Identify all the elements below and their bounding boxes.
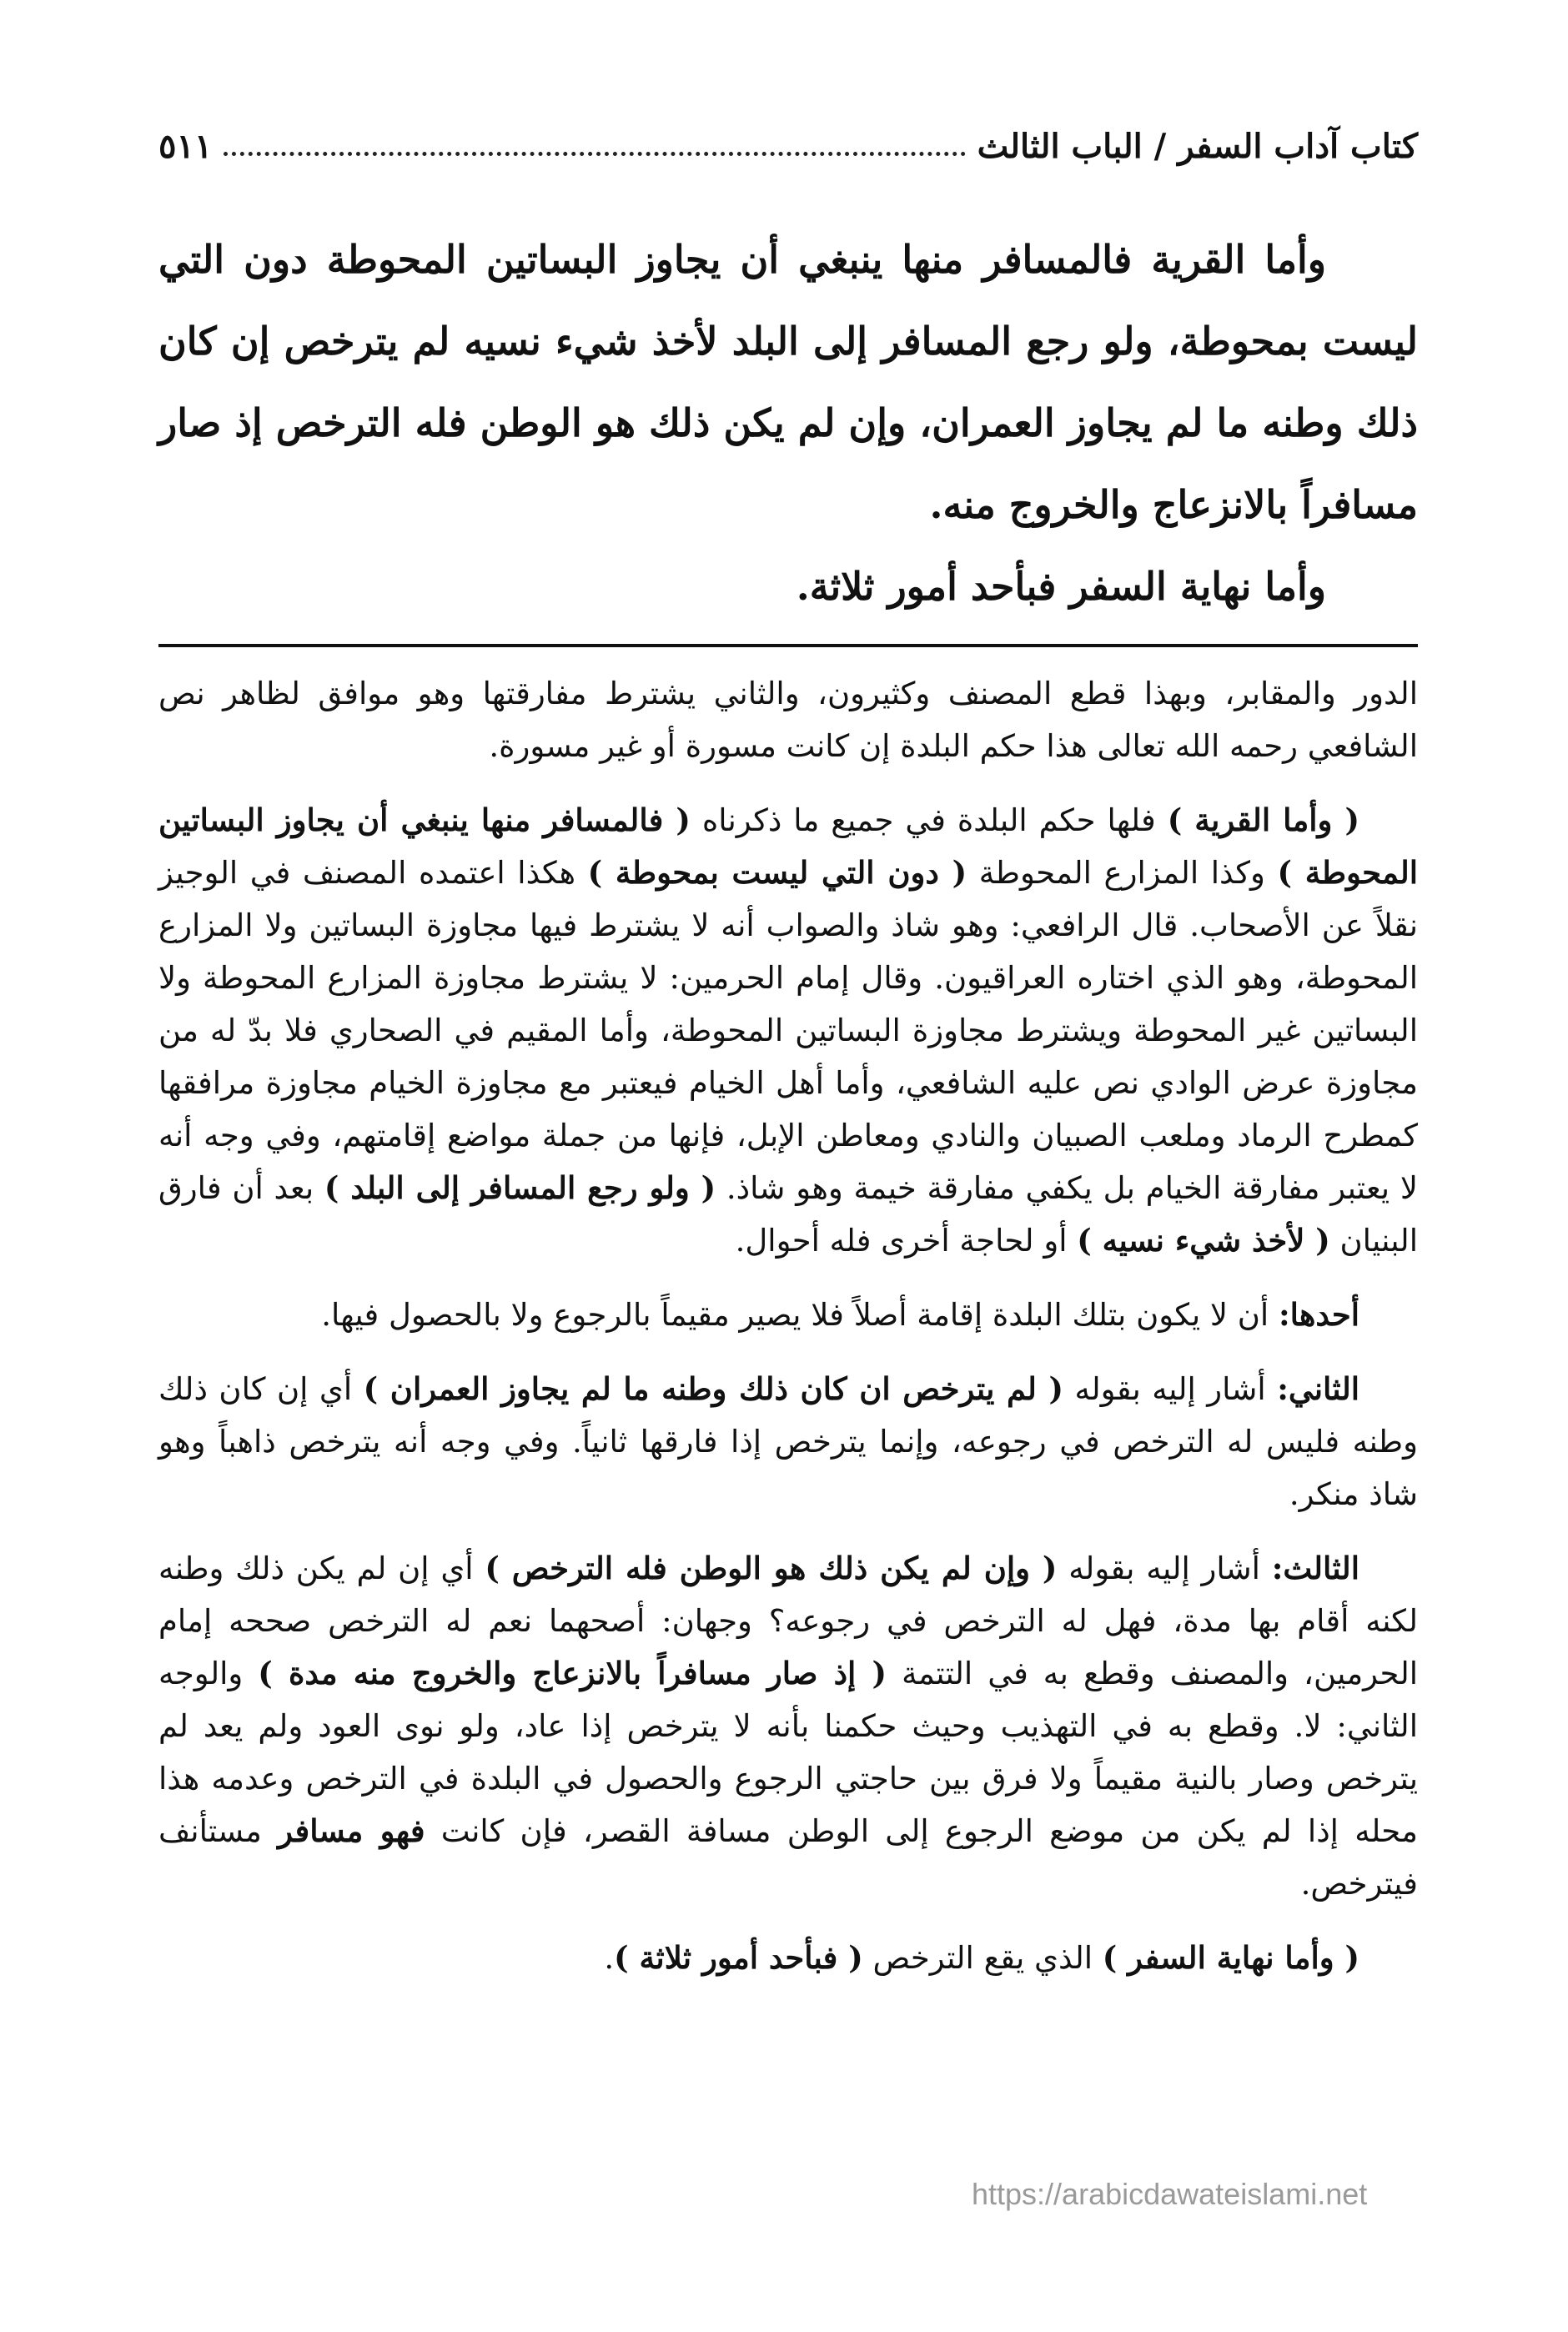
commentary-text-run: أشار إليه بقوله [1063, 1371, 1278, 1407]
commentary-text-run: أي إن كان ذلك وطنه فليس له الترخص في رجوعه، وإنما يترخص إذا فارقها ثانياً. وفي وجه أنه يترخص ذاهباً وهو شاذ منكر. [158, 1371, 1418, 1512]
quoted-matn: ( ولو رجع المسافر إلى البلد ) [324, 1169, 716, 1206]
main-paragraph-1: وأما القرية فالمسافر منها ينبغي أن يجاوز البساتين المحوطة دون التي ليست بمحوطة، ولو رجع المسافر إلى البلد لأخذ شيء نسيه لم يترخص إن كان ذلك وطنه ما لم يجاوز العمران، وإن لم يكن ذلك هو الوطن فله الترخص إذ صار مسافراً بالانزعاج والخروج منه. [158, 237, 1418, 527]
commentary-text-run: والوجه الثاني: لا. وقطع به في التهذيب وحيث حكمنا بأنه لا يترخص إذا عاد، ولو نوى العود ولم يعد لم يترخص وصار بالنية مقيماً ولا فرق بين حاجتي الرجوع والحصول في البلدة في الترخص وعدمه هذا محله إذا لم يكن من موضع الرجوع إلى الوطن مسافة القصر، فإن كانت [158, 1656, 1418, 1849]
commentary-text-run: أي إن لم يكن ذلك وطنه لكنه أقام بها مدة، فهل له الترخص في رجوعه؟ وجهان: أصحهما نعم له الترخص صححه إمام الحرمين، والمصنف وقطع به في التتمة [158, 1550, 1418, 1691]
commentary-text-run: فلها حكم البلدة في جميع ما ذكرناه [690, 802, 1168, 838]
commentary-text-run: أشار إليه بقوله [1057, 1550, 1272, 1586]
commentary-text-run: بعد أن فارق البنيان [158, 1170, 1418, 1259]
header-dot-leader [224, 152, 965, 156]
commentary-paragraph-4 [158, 1363, 1418, 1520]
commentary-paragraph-5 [158, 1542, 1418, 1910]
quoted-matn: ( دون التي ليست بمحوطة ) [587, 854, 967, 891]
main-text [158, 219, 1418, 627]
page-number: ٥١١ [158, 126, 213, 166]
commentary-paragraph-3 [158, 1289, 1418, 1341]
header-title: كتاب آداب السفر / الباب الثالث [977, 126, 1418, 166]
quoted-matn: ( فبأحد أمور ثلاثة ) [614, 1939, 863, 1976]
commentary-text-run: مستأنف فيترخص. [158, 1813, 1418, 1902]
commentary-text-run: . [604, 1940, 615, 1976]
commentary-text-run: هكذا اعتمده المصنف في الوجيز نقلاً عن الأصحاب. قال الرافعي: وهو شاذ والصواب أنه لا يشترط فيها مجاوزة البساتين ولا المزارع المحوطة، وهو الذي اختاره العراقيون. وقال إمام الحرمين: لا يشترط مجاوزة المزارع المحوطة ولا البساتين غير المحوطة ويشترط مجاوزة البساتين المحوطة، وأما المقيم في الصحاري فلا بدّ له من مجاوزة عرض الوادي نص عليه الشافعي، وأما أهل الخيام فيعتبر مع مجاوزة الخيام مجاوزة مرافقها كمطرح الرماد وملعب الصبيان والنادي ومعاطن الإبل، فإنها من جملة مواضع إقامتهم، وفي وجه أنه لا يعتبر مفارقة الخيام بل يكفي مفارقة خيمة وهو شاذ. [158, 855, 1418, 1206]
commentary-paragraph-6 [158, 1932, 1418, 1984]
main-paragraph-2: وأما نهاية السفر فبأحد أمور ثلاثة. [796, 564, 1326, 609]
case-label: الثاني: [1277, 1370, 1360, 1407]
commentary-paragraph-1: الدور والمقابر، وبهذا قطع المصنف وكثيرون، والثاني يشترط مفارقتها وهو موافق لظاهر نص الشافعي رحمه الله تعالى هذا حكم البلدة إن كانت مسورة أو غير مسورة. [158, 676, 1418, 764]
quoted-matn: ( لم يترخص ان كان ذلك وطنه ما لم يجاوز العمران ) [363, 1370, 1064, 1407]
commentary-text-run: أن لا يكون بتلك البلدة إقامة أصلاً فلا يصير مقيماً بالرجوع ولا بالحصول فيها. [321, 1297, 1279, 1333]
footnote-separator [158, 644, 1418, 647]
quoted-matn: ( وإن لم يكن ذلك هو الوطن فله الترخص ) [485, 1550, 1058, 1586]
case-label: أحدها: [1278, 1296, 1359, 1333]
quoted-matn: ( لأخذ شيء نسيه ) [1077, 1222, 1330, 1259]
quoted-matn: ( إذ صار مسافراً بالانزعاج والخروج منه مدة ) [258, 1655, 887, 1691]
case-label: الثالث: [1271, 1550, 1359, 1586]
commentary-text-run: وكذا المزارع المحوطة [967, 855, 1278, 891]
commentary-paragraph-2 [158, 794, 1418, 1267]
quoted-matn: ( وأما نهاية السفر ) [1102, 1939, 1359, 1976]
running-header [158, 117, 1418, 175]
quoted-matn: ( فالمسافر منها ينبغي أن يجاوز البساتين المحوطة ) [158, 802, 1418, 891]
commentary-text-run: أو لحاجة أخرى فله أحوال. [735, 1223, 1078, 1259]
commentary-text-run: الذي يقع الترخص [862, 1940, 1103, 1976]
quoted-matn: ( وأما القرية ) [1167, 802, 1360, 838]
watermark-url: https://arabicdawateislami.net [972, 2177, 1368, 2211]
emphasized-phrase: فهو مسافر [278, 1812, 425, 1849]
commentary-text [158, 667, 1418, 2006]
